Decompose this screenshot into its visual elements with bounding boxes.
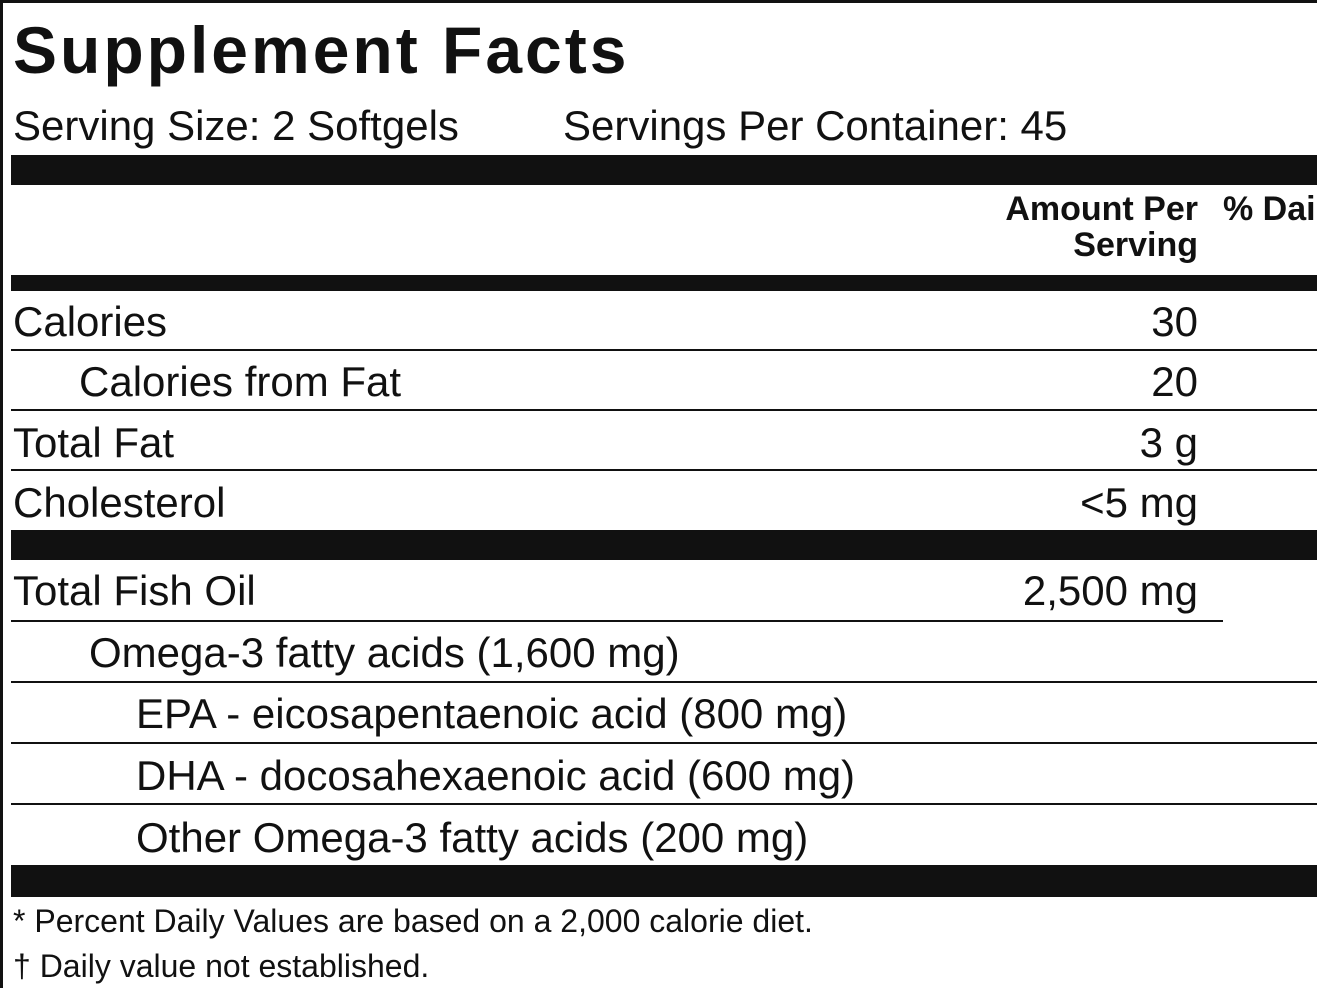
row-omega-3-label: Omega-3 fatty acids (1,600 mg)	[89, 629, 680, 676]
row-cholesterol-amount: <5 mg	[1080, 479, 1198, 526]
row-divider	[11, 469, 1317, 471]
row-divider	[11, 409, 1317, 411]
row-cholesterol-label: Cholesterol	[13, 479, 226, 526]
thick-divider-header	[11, 275, 1317, 291]
amount-per-serving-header	[898, 191, 1198, 263]
row-other-omega-3-label: Other Omega-3 fatty acids (200 mg)	[136, 814, 809, 861]
row-total-fat-amount: 3 g	[1139, 419, 1198, 466]
row-total-fat-label: Total Fat	[13, 419, 175, 466]
row-calories-amount: 30	[1151, 298, 1198, 345]
amount-header-line1: Amount Per	[1005, 190, 1198, 228]
row-divider	[11, 681, 1317, 683]
daily-value-header: % Dai	[1223, 190, 1316, 228]
thick-divider-bottom	[11, 865, 1317, 897]
row-divider	[11, 620, 1223, 622]
serving-size: Serving Size: 2 Softgels	[13, 102, 459, 149]
row-total-fish-oil-amount: 2,500 mg	[1022, 567, 1198, 614]
servings-per-container: Servings Per Container: 45	[563, 102, 1068, 149]
row-divider	[11, 742, 1317, 744]
thick-divider-middle	[11, 530, 1317, 560]
row-calories-label: Calories	[13, 298, 168, 345]
footnote-dagger: † Daily value not established.	[13, 948, 430, 984]
row-calories-from-fat-label: Calories from Fat	[79, 358, 402, 405]
amount-header-line2: Serving	[1073, 226, 1198, 264]
row-total-fish-oil-label: Total Fish Oil	[13, 567, 256, 614]
row-divider	[11, 349, 1317, 351]
row-calories-from-fat-amount: 20	[1151, 358, 1198, 405]
row-dha-label: DHA - docosahexaenoic acid (600 mg)	[136, 752, 856, 799]
footnote-percent-daily-value: * Percent Daily Values are based on a 2,000 calorie diet.	[13, 903, 813, 939]
panel-title: Supplement Facts	[13, 13, 630, 87]
row-divider	[11, 803, 1317, 805]
row-epa-label: EPA - eicosapentaenoic acid (800 mg)	[136, 690, 848, 737]
thick-divider-top	[11, 155, 1317, 185]
